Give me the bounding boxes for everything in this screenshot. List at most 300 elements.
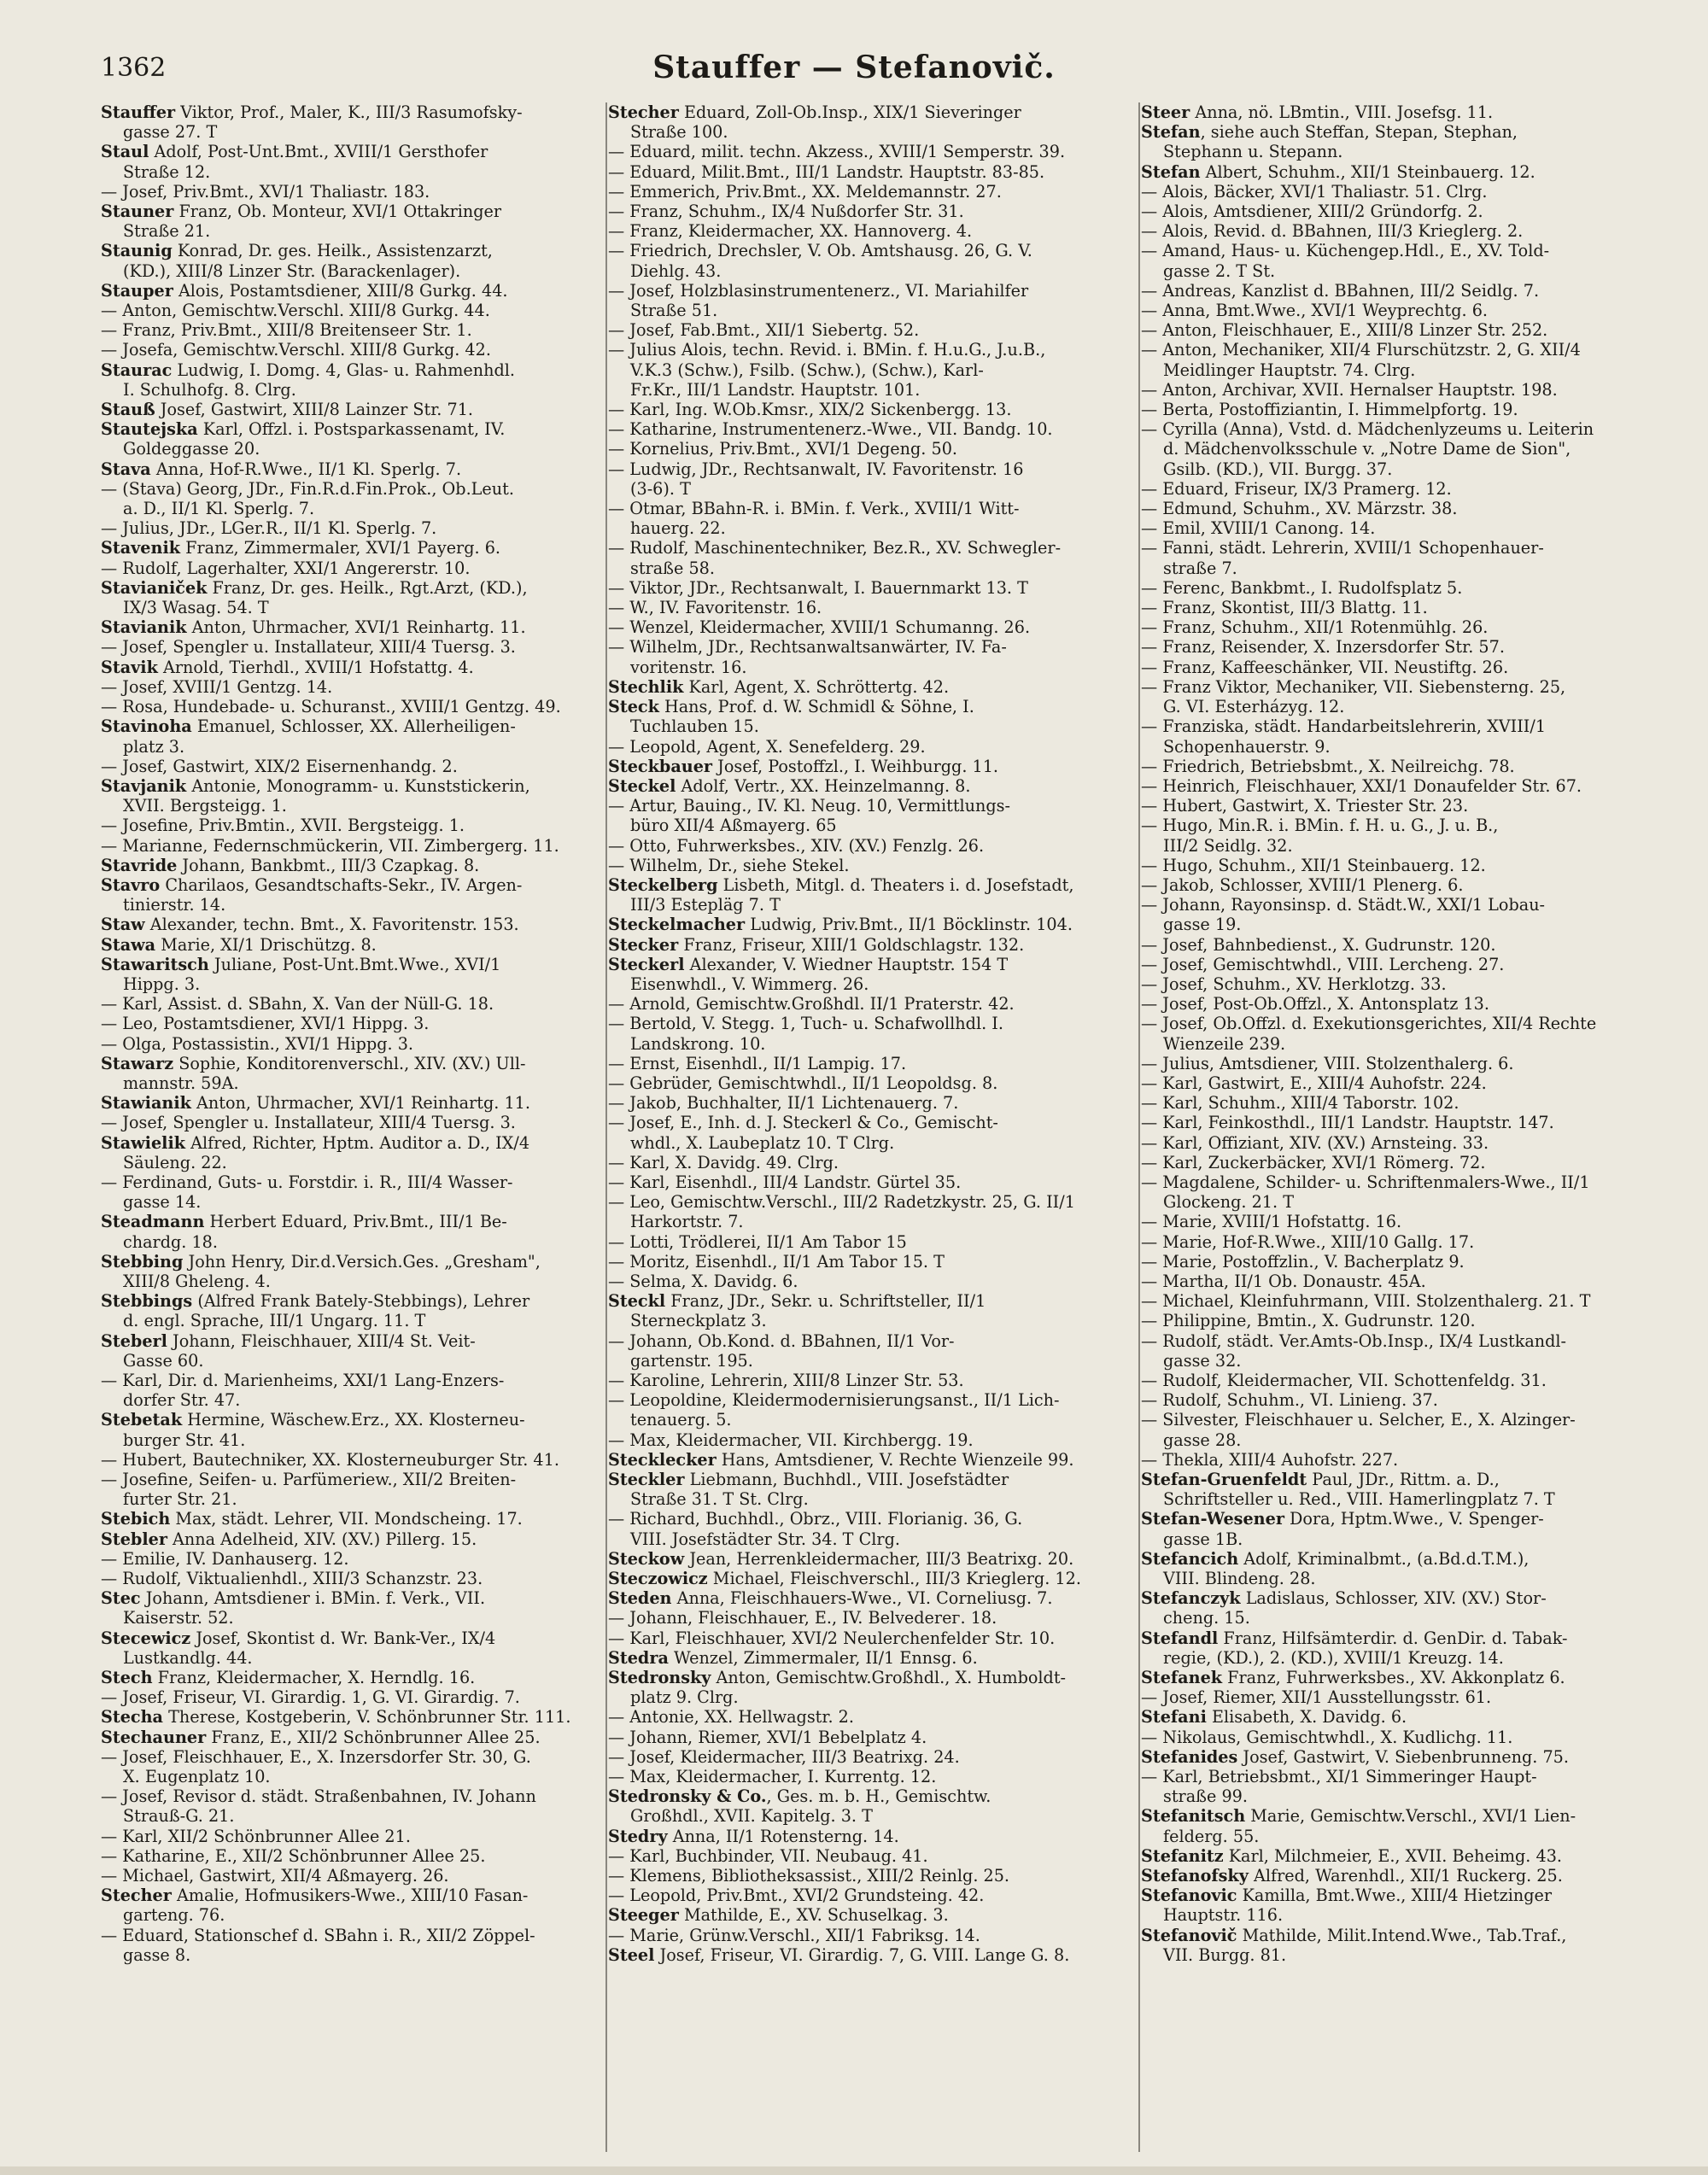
- entry-text: Schriftsteller u. Red., VIII. Hamerlingplatz 7. T: [1163, 1489, 1555, 1510]
- entry-text: — W., IV. Favoritenstr. 16.: [608, 598, 822, 618]
- directory-entry-line: [101, 1272, 608, 1291]
- entry-text: — Julius, JDr., LGer.R., II/1 Kl. Sperlg. 7.: [101, 518, 437, 539]
- directory-entry-line: [608, 102, 1138, 122]
- entry-text: Gasse 60.: [123, 1350, 204, 1371]
- entry-text: Michael, Fleischverschl., III/3 Krieglerg. 12.: [707, 1569, 1081, 1589]
- entry-text: — Emilie, IV. Danhauserg. 12.: [101, 1548, 349, 1569]
- directory-entry-line: [608, 1430, 1138, 1450]
- directory-entry-line: [1141, 1470, 1670, 1489]
- directory-entry-line: [608, 1509, 1138, 1529]
- directory-entry-line: [101, 1489, 608, 1509]
- entry-text: — Amand, Haus- u. Küchengер.Hdl., E., XV. Told-: [1141, 241, 1550, 261]
- directory-entry-line: [1141, 459, 1670, 479]
- directory-entry-line: [1141, 1588, 1670, 1608]
- entry-text: Fr.Kr., III/1 Landstr. Hauptstr. 101.: [630, 379, 921, 400]
- directory-entry-line: [608, 400, 1138, 419]
- directory-entry-line: [608, 1529, 1138, 1549]
- directory-entry-line: [1141, 578, 1670, 598]
- column-3: [1141, 102, 1670, 1965]
- entry-text: — Michael, Gastwirt, XII/4 Aßmayerg. 26.: [101, 1866, 449, 1886]
- entry-text: Goldeggasse 20.: [123, 439, 260, 459]
- entry-text: Alexander, V. Wiedner Hauptstr. 154 T: [684, 954, 1009, 974]
- entry-text: Josef, Skontist d. Wr. Bank-Ver., IX/4: [190, 1628, 496, 1648]
- directory-entry-line: [101, 1905, 608, 1925]
- directory-entry-line: [101, 241, 608, 260]
- entry-text: Strauß-G. 21.: [123, 1806, 235, 1827]
- directory-entry-line: [608, 122, 1138, 142]
- directory-entry-line: [608, 1905, 1138, 1925]
- directory-entry-line: [1141, 241, 1670, 260]
- directory-entry-line: [1141, 677, 1670, 697]
- entry-text: — Josefine, Priv.Bmtin., XVII. Bergsteigg. 1.: [101, 816, 465, 836]
- directory-entry-line: [608, 1450, 1138, 1470]
- entry-surname: Stauß: [101, 400, 155, 420]
- entry-text: Glockeng. 21. T: [1163, 1192, 1294, 1213]
- entry-text: Josef, Postoffzl., I. Weihburgg. 11.: [712, 756, 999, 776]
- directory-entry-line: [608, 1014, 1138, 1033]
- entry-surname: Stechlik: [608, 676, 684, 697]
- directory-entry-line: [1141, 380, 1670, 400]
- entry-text: Wenzel, Zimmermaler, II/1 Ennsg. 6.: [668, 1647, 978, 1668]
- entry-text: gasse 8.: [123, 1944, 191, 1965]
- entry-text: Johann, Bankbmt., III/3 Czapkag. 8.: [177, 855, 480, 875]
- directory-entry-line: [608, 1351, 1138, 1371]
- directory-entry-line: [1141, 974, 1670, 994]
- entry-text: — Josefa, Gemischtw.Verschl. XIII/8 Gurkg. 42.: [101, 340, 491, 360]
- directory-entry-line: [101, 1687, 608, 1707]
- directory-entry-line: [608, 974, 1138, 994]
- page-edge: [0, 2166, 1708, 2175]
- entry-surname: Stecha: [101, 1707, 163, 1728]
- directory-entry-line: [1141, 221, 1670, 241]
- entry-text: Adolf, Vertr., XX. Heinzelmanng. 8.: [676, 775, 971, 796]
- directory-entry-line: [1141, 1430, 1670, 1450]
- entry-text: — Gebrüder, Gemischtwhdl., II/1 Leopoldsg. 8.: [608, 1073, 998, 1093]
- entry-text: — Johann, Rayonsinsp. d. Städt.W., XXI/1 Lobau-: [1141, 895, 1546, 915]
- directory-entry-line: [1141, 1093, 1670, 1113]
- entry-surname: Stedronsky & Co.: [608, 1786, 767, 1807]
- directory-entry-line: [1141, 142, 1670, 161]
- entry-text: — Antonie, XX. Hellwagstr. 2.: [608, 1707, 854, 1728]
- entry-text: — Josef, Post-Ob.Offzl., X. Antonsplatz 13.: [1141, 994, 1489, 1014]
- entry-text: — Josef, Revisor d. städt. Straßenbahnen, IV. Johann: [101, 1786, 536, 1807]
- directory-entry-line: [1141, 1806, 1670, 1826]
- entry-text: — Artur, Bauing., IV. Kl. Neug. 10, Vermittlungs-: [608, 796, 1010, 816]
- directory-entry-line: [101, 1014, 608, 1033]
- entry-text: burger Str. 41.: [123, 1430, 246, 1450]
- directory-entry-line: [608, 419, 1138, 439]
- entry-text: — Jakob, Schlosser, XVIII/1 Plenerg. 6.: [1141, 874, 1464, 895]
- directory-entry-line: [101, 776, 608, 796]
- directory-entry-line: [608, 301, 1138, 320]
- directory-entry-line: [608, 340, 1138, 360]
- directory-entry-line: [1141, 637, 1670, 657]
- entry-text: Marie, Gemischtw.Verschl., XVI/1 Lien-: [1245, 1806, 1576, 1827]
- directory-entry-line: [1141, 1311, 1670, 1330]
- entry-text: — Berta, Postoffiziantin, I. Himmelpfortg. 19.: [1141, 400, 1518, 420]
- entry-text: — Magdalene, Schilder- u. Schriftenmalers-Wwe., II/1: [1141, 1172, 1590, 1192]
- entry-surname: Stefani: [1141, 1707, 1207, 1728]
- directory-entry-line: [1141, 776, 1670, 796]
- directory-entry-line: [608, 994, 1138, 1014]
- directory-entry-line: [608, 142, 1138, 161]
- directory-entry-line: [101, 400, 608, 419]
- directory-entry-line: [608, 1034, 1138, 1054]
- entry-surname: Stecher: [608, 102, 679, 122]
- directory-entry-line: [608, 1390, 1138, 1410]
- entry-text: Anton, Gemischtw.Großhdl., X. Humboldt-: [711, 1668, 1067, 1688]
- directory-entry-line: [608, 1608, 1138, 1628]
- entry-surname: Stec: [101, 1588, 141, 1609]
- entry-text: Adolf, Kriminalbmt., (a.Bd.d.T.M.),: [1238, 1548, 1530, 1569]
- directory-entry-line: [608, 1410, 1138, 1430]
- page-title: Stauffer — Stefanovič.: [652, 50, 1056, 85]
- entry-text: V.K.3 (Schw.), Fsilb. (Schw.), (Schw.), Karl-: [630, 360, 984, 380]
- directory-entry-line: [101, 1886, 608, 1905]
- entry-surname: Stefanovič: [1141, 1925, 1237, 1945]
- entry-text: Hermine, Wäschew.Erz., XX. Klosterneu-: [182, 1410, 525, 1430]
- entry-text: d. Mädchenvolksschule v. „Notre Dame de Sion",: [1163, 439, 1571, 459]
- directory-entry-line: [1141, 1450, 1670, 1470]
- entry-text: — Viktor, JDr., Rechtsanwalt, I. Bauernmarkt 13. T: [608, 577, 1028, 598]
- entry-surname: Stecewicz: [101, 1628, 191, 1648]
- directory-entry-line: [101, 1509, 608, 1529]
- entry-text: — Thekla, XIII/4 Auhofstr. 227.: [1141, 1449, 1399, 1470]
- entry-text: Paul, JDr., Rittm. a. D.,: [1307, 1470, 1500, 1490]
- entry-text: — Franz, Schuhm., IX/4 Nußdorfer Str. 31.: [608, 202, 964, 222]
- entry-text: — Karl, Gastwirt, E., XIII/4 Auhofstr. 224.: [1141, 1073, 1487, 1093]
- entry-text: — Leo, Postamtsdiener, XVI/1 Hippg. 3.: [101, 1014, 430, 1034]
- entry-text: — Marianne, Federnschmückerin, VII. Zimbergerg. 11.: [101, 835, 559, 856]
- directory-entry-line: [608, 737, 1138, 757]
- entry-surname: Stedry: [608, 1826, 668, 1846]
- entry-surname: Stedra: [608, 1647, 669, 1668]
- entry-text: — Karl, Zuckerbäcker, XVI/1 Römerg. 72.: [1141, 1152, 1486, 1172]
- directory-entry-line: [1141, 1390, 1670, 1410]
- entry-surname: Stefan: [1141, 161, 1201, 182]
- directory-entry-line: [1141, 1410, 1670, 1430]
- entry-text: — Leopold, Priv.Bmt., XVI/2 Grundsteing. 42.: [608, 1886, 985, 1906]
- entry-text: VIII. Josefstädter Str. 34. T Clrg.: [630, 1529, 900, 1549]
- directory-entry-line: [101, 1648, 608, 1668]
- entry-text: — Josef, Spengler u. Installateur, XIII/4 Tuersg. 3.: [101, 637, 516, 658]
- entry-text: — Karl, Fleischhauer, XVI/2 Neulerchenfelder Str. 10.: [608, 1628, 1056, 1648]
- entry-text: — Hugo, Min.R. i. BMin. f. H. u. G., J. u. B.,: [1141, 816, 1499, 836]
- entry-text: — Josef, Gastwirt, XIX/2 Eisernenhandg. 2.: [101, 756, 458, 776]
- directory-entry-line: [101, 1351, 608, 1371]
- entry-text: — Karl, Offiziant, XIV. (XV.) Arnsteing. 33.: [1141, 1132, 1489, 1153]
- entry-text: — Bertold, V. Stegg. 1, Tuch- u. Schafwollhdl. I.: [608, 1014, 1003, 1034]
- directory-entry-line: [101, 1172, 608, 1192]
- entry-text: — Franz, Reisender, X. Inzersdorfer Str. 57.: [1141, 637, 1505, 658]
- entry-surname: Stecher: [101, 1886, 172, 1906]
- directory-entry-line: [1141, 1786, 1670, 1806]
- entry-surname: Stebler: [101, 1529, 167, 1549]
- directory-entry-line: [1141, 1252, 1670, 1272]
- directory-entry-line: [608, 202, 1138, 221]
- entry-surname: Staunig: [101, 241, 173, 261]
- entry-text: büro XII/4 Aßmayerg. 65: [630, 816, 837, 836]
- directory-entry-line: [101, 499, 608, 518]
- directory-entry-line: [101, 1054, 608, 1073]
- directory-entry-line: [608, 598, 1138, 617]
- directory-entry-line: [101, 1529, 608, 1549]
- entry-text: Alois, Postamtsdiener, XIII/8 Gurkg. 44.: [173, 280, 508, 301]
- column-2: [608, 102, 1138, 1965]
- entry-text: gasse 19.: [1163, 915, 1242, 935]
- directory-entry-line: [608, 637, 1138, 657]
- entry-text: Adolf, Post-Unt.Bmt., XVIII/1 Gersthofer: [149, 142, 488, 162]
- entry-text: — Richard, Buchhdl., Obrz., VIII. Florianig. 36, G.: [608, 1509, 1023, 1529]
- entry-text: IX/3 Wasag. 54. T: [123, 598, 269, 618]
- directory-entry-line: [1141, 1827, 1670, 1846]
- entry-text: Hauptstr. 116.: [1163, 1905, 1284, 1926]
- entry-text: — Philippine, Bmtin., X. Gudrunstr. 120.: [1141, 1311, 1476, 1331]
- directory-entry-line: [1141, 202, 1670, 221]
- entry-text: — Olga, Postassistin., XVI/1 Hippg. 3.: [101, 1033, 414, 1054]
- directory-entry-line: [101, 1133, 608, 1153]
- entry-text: — Karl, Feinkosthdl., III/1 Landstr. Hauptstr. 147.: [1141, 1113, 1554, 1133]
- directory-entry-line: [101, 1252, 608, 1272]
- entry-text: — Wilhelm, JDr., Rechtsanwaltsanwärter, IV. Fa-: [608, 637, 1007, 658]
- directory-entry-line: [1141, 1905, 1670, 1925]
- entry-text: — Rudolf, Maschinentechniker, Bez.R., XV. Schwegler-: [608, 538, 1062, 558]
- directory-entry-line: [101, 479, 608, 499]
- directory-entry-line: [1141, 538, 1670, 558]
- directory-entry-line: [101, 320, 608, 340]
- directory-entry-line: [1141, 1272, 1670, 1291]
- entry-text: — Alois, Bäcker, XVI/1 Thaliastr. 51. Clrg.: [1141, 181, 1488, 202]
- entry-text: — Karl, Betriebsbmt., XI/1 Simmeringer Haupt-: [1141, 1767, 1537, 1787]
- directory-entry-line: [1141, 598, 1670, 617]
- entry-text: — Wenzel, Kleidermacher, XVIII/1 Schumanng. 26.: [608, 617, 1031, 638]
- entry-surname: Stawianik: [101, 1093, 191, 1114]
- entry-surname: Steckow: [608, 1548, 685, 1569]
- entry-text: Juliane, Post-Unt.Bmt.Wwe., XVI/1: [208, 954, 501, 974]
- entry-text: Johann, Amtsdiener i. BMin. f. Verk., VII.: [140, 1588, 486, 1609]
- directory-entry-line: [608, 320, 1138, 340]
- directory-entry-line: [1141, 301, 1670, 320]
- directory-entry-line: [101, 1153, 608, 1172]
- entry-text: Max, städt. Lehrer, VII. Mondscheing. 17.: [170, 1509, 523, 1529]
- entry-surname: Steden: [608, 1588, 672, 1609]
- entry-text: — Andreas, Kanzlist d. BBahnen, III/2 Seidlg. 7.: [1141, 280, 1540, 301]
- directory-entry-line: [608, 1767, 1138, 1786]
- entry-text: — Franz Viktor, Mechaniker, VII. Siebensterng. 25,: [1141, 676, 1566, 697]
- entry-surname: Stefanitsch: [1141, 1806, 1246, 1827]
- entry-text: — Julius Alois, techn. Revid. i. BMin. f. H.u.G., J.u.B.,: [608, 340, 1046, 360]
- directory-entry-line: [608, 578, 1138, 598]
- entry-text: Sophie, Konditorenverschl., XIV. (XV.) Ull-: [173, 1053, 526, 1073]
- directory-entry-line: [101, 578, 608, 598]
- directory-entry-line: [1141, 1232, 1670, 1252]
- entry-text: a. D., II/1 Kl. Sperlg. 7.: [123, 499, 315, 519]
- entry-surname: Steczowicz: [608, 1569, 708, 1589]
- directory-entry-line: [1141, 499, 1670, 518]
- directory-entry-line: [101, 518, 608, 538]
- entry-text: — Marie, Postoffzlin., V. Bacherplatz 9.: [1141, 1251, 1465, 1272]
- entry-text: gasse 14.: [123, 1192, 202, 1213]
- directory-entry-line: [1141, 162, 1670, 182]
- directory-entry-line: [101, 856, 608, 875]
- entry-text: Franz, JDr., Sekr. u. Schriftsteller, II/1: [665, 1291, 986, 1312]
- directory-entry-line: [101, 1390, 608, 1410]
- directory-entry-line: [1141, 915, 1670, 934]
- entry-text: Karl, Milchmeier, E., XVII. Beheimg. 43.: [1223, 1845, 1563, 1866]
- entry-text: straße 58.: [630, 558, 715, 578]
- directory-entry-line: [101, 816, 608, 835]
- entry-text: straße 7.: [1163, 558, 1237, 578]
- entry-text: Johann, Fleischhauer, XIII/4 St. Veit-: [167, 1330, 476, 1351]
- entry-text: Eduard, Zoll-Ob.Insp., XIX/1 Sieveringer: [678, 102, 1021, 122]
- directory-entry-line: [608, 1073, 1138, 1093]
- directory-entry-line: [1141, 1212, 1670, 1231]
- entry-text: — Katharine, Instrumentenerz.-Wwe., VII. Bandg. 10.: [608, 419, 1053, 440]
- entry-surname: Stefancich: [1141, 1548, 1239, 1569]
- entry-surname: Staurac: [101, 360, 173, 380]
- entry-surname: Stech: [101, 1668, 153, 1688]
- entry-surname: Stefanofsky: [1141, 1866, 1249, 1886]
- directory-entry-line: [608, 1945, 1138, 1965]
- entry-text: (3-6). T: [630, 478, 691, 499]
- entry-text: — Ernst, Eisenhdl., II/1 Lampig. 17.: [608, 1053, 907, 1073]
- directory-entry-line: [101, 658, 608, 677]
- entry-text: — Emil, XVIII/1 Canong. 14.: [1141, 518, 1376, 539]
- directory-entry-line: [608, 816, 1138, 835]
- entry-text: Anton, Uhrmacher, XVI/1 Reinhartg. 11.: [190, 1093, 530, 1114]
- directory-entry-line: [1141, 1153, 1670, 1172]
- entry-text: Anna, Hof-R.Wwe., II/1 Kl. Sperlg. 7.: [150, 459, 462, 479]
- directory-entry-line: [1141, 716, 1670, 736]
- entry-text: Jean, Herrenkleidermacher, III/3 Beatrixg. 20.: [684, 1548, 1074, 1569]
- directory-entry-line: [1141, 856, 1670, 875]
- entry-text: Lustkandlg. 44.: [123, 1647, 253, 1668]
- entry-text: — Klemens, Bibliotheksassist., XIII/2 Reinlg. 25.: [608, 1866, 1010, 1886]
- entry-text: Konrad, Dr. ges. Heilk., Assistenzarzt,: [172, 241, 493, 261]
- directory-entry-line: [1141, 1133, 1670, 1153]
- directory-entry-line: [608, 856, 1138, 875]
- directory-entry-line: [1141, 518, 1670, 538]
- directory-entry-line: [608, 697, 1138, 716]
- entry-text: Herbert Eduard, Priv.Bmt., III/1 Be-: [204, 1212, 507, 1232]
- entry-text: straße 99.: [1163, 1786, 1248, 1807]
- directory-entry-line: [1141, 1172, 1670, 1192]
- entry-text: — Rudolf, Viktualienhdl., XIII/3 Schanzstr. 23.: [101, 1569, 483, 1589]
- directory-entry-line: [608, 1588, 1138, 1608]
- entry-text: — Max, Kleidermacher, VII. Kirchbergg. 19.: [608, 1430, 974, 1450]
- directory-entry-line: [101, 1093, 608, 1113]
- directory-entry-line: [608, 915, 1138, 934]
- entry-surname: Stavride: [101, 855, 178, 875]
- directory-entry-line: [1141, 737, 1670, 757]
- entry-text: — Martha, II/1 Ob. Donaustr. 45A.: [1141, 1271, 1426, 1291]
- entry-surname: Staul: [101, 142, 149, 162]
- entry-text: Lisbeth, Mitgl. d. Theaters i. d. Josefstadt,: [717, 874, 1074, 895]
- entry-text: — Moritz, Eisenhdl., II/1 Am Tabor 15. T: [608, 1251, 945, 1272]
- entry-text: VIII. Blindeng. 28.: [1163, 1569, 1316, 1589]
- entry-text: — Otto, Fuhrwerksbes., XIV. (XV.) Fenzlg. 26.: [608, 835, 985, 856]
- directory-entry-line: [101, 340, 608, 360]
- directory-entry-line: [1141, 658, 1670, 677]
- directory-entry-line: [1141, 1628, 1670, 1648]
- entry-text: Franz, Zimmermaler, XVI/1 Payerg. 6.: [180, 538, 501, 558]
- entry-surname: Steberl: [101, 1330, 167, 1351]
- directory-entry-line: [101, 558, 608, 578]
- directory-entry-line: [1141, 439, 1670, 459]
- entry-text: Mathilde, Milit.Intend.Wwe., Tab.Traf.,: [1237, 1925, 1567, 1945]
- entry-text: Arnold, Tierhdl., XVIII/1 Hofstattg. 4.: [157, 657, 474, 677]
- entry-text: — Michael, Kleinfuhrmann, VIII. Stolzenthalerg. 21. T: [1141, 1291, 1591, 1312]
- directory-entry-line: [101, 162, 608, 182]
- entry-text: Franz, Fuhrwerksbes., XV. Akkonplatz 6.: [1222, 1668, 1565, 1688]
- directory-entry-line: [608, 241, 1138, 260]
- entry-text: — Josef, Riemer, XII/1 Ausstellungsstr. 61.: [1141, 1687, 1492, 1708]
- directory-entry-line: [101, 1786, 608, 1806]
- directory-entry-line: [1141, 1073, 1670, 1093]
- entry-text: hauerg. 22.: [630, 518, 726, 539]
- directory-entry-line: [608, 558, 1138, 578]
- entry-surname: Stecker: [608, 934, 679, 955]
- directory-entry-line: [608, 1569, 1138, 1588]
- entry-text: John Henry, Dir.d.Versich.Ges. „Gresham",: [183, 1251, 541, 1272]
- directory-entry-line: [1141, 261, 1670, 281]
- entry-text: — Edmund, Schuhm., XV. Märzstr. 38.: [1141, 499, 1458, 519]
- directory-entry-line: [101, 1767, 608, 1786]
- entry-text: Franz, Ob. Monteur, XVI/1 Ottakringer: [173, 202, 502, 222]
- directory-entry-line: [1141, 1549, 1670, 1569]
- entry-surname: Stefanczyk: [1141, 1588, 1241, 1609]
- entry-text: Viktor, Prof., Maler, K., III/3 Rasumofsky-: [175, 102, 523, 122]
- directory-entry-line: [101, 935, 608, 955]
- entry-text: — Karl, Buchbinder, VII. Neubaug. 41.: [608, 1845, 928, 1866]
- entry-text: (Alfred Frank Bately-Stebbings), Lehrer: [192, 1291, 530, 1312]
- entry-text: — Friedrich, Betriebsbmt., X. Neilreichg. 78.: [1141, 756, 1515, 776]
- directory-entry-line: [101, 757, 608, 776]
- directory-entry-line: [101, 1331, 608, 1351]
- entry-text: chardg. 18.: [123, 1231, 218, 1252]
- entry-text: — Josef, Bahnbedienst., X. Gudrunstr. 120.: [1141, 934, 1496, 955]
- directory-entry-line: [101, 142, 608, 161]
- entry-text: d. engl. Sprache, III/1 Ungarg. 11. T: [123, 1311, 426, 1331]
- directory-entry-line: [101, 637, 608, 657]
- entry-text: — Marie, XVIII/1 Hofstattg. 16.: [1141, 1212, 1402, 1232]
- entry-text: — Karl, XII/2 Schönbrunner Allee 21.: [101, 1826, 411, 1846]
- directory-entry-line: [608, 1846, 1138, 1866]
- directory-entry-line: [608, 538, 1138, 558]
- directory-entry-line: [101, 598, 608, 617]
- entry-text: Karl, Agent, X. Schröttertg. 42.: [683, 676, 950, 697]
- directory-entry-line: [1141, 1371, 1670, 1390]
- directory-entry-line: [608, 1806, 1138, 1826]
- directory-entry-line: [101, 1470, 608, 1489]
- directory-entry-line: [1141, 796, 1670, 816]
- directory-entry-line: [608, 1153, 1138, 1172]
- entry-surname: Stauffer: [101, 102, 176, 122]
- entry-text: — Katharine, E., XII/2 Schönbrunner Allee 25.: [101, 1845, 486, 1866]
- directory-entry-line: [608, 1192, 1138, 1212]
- entry-text: Wienzeile 239.: [1163, 1033, 1286, 1054]
- entry-surname: Steckler: [608, 1470, 685, 1490]
- entry-surname: Steadmann: [101, 1212, 205, 1232]
- entry-text: — Rudolf, Kleidermacher, VII. Schottenfeldg. 31.: [1141, 1371, 1547, 1390]
- entry-surname: Stawaritsch: [101, 954, 209, 974]
- entry-text: — Eduard, Milit.Bmt., III/1 Landstr. Hauptstr. 83-85.: [608, 161, 1045, 182]
- entry-text: — Josefine, Seifen- u. Parfümeriew., XII/2 Breiten-: [101, 1470, 517, 1490]
- entry-text: — Rosa, Hundebade- u. Schuranst., XVIII/1 Gentzg. 49.: [101, 697, 561, 717]
- directory-entry-line: [608, 1786, 1138, 1806]
- entry-text: Straße 12.: [123, 161, 211, 182]
- entry-text: — Franz, Skontist, III/3 Blattg. 11.: [1141, 598, 1428, 618]
